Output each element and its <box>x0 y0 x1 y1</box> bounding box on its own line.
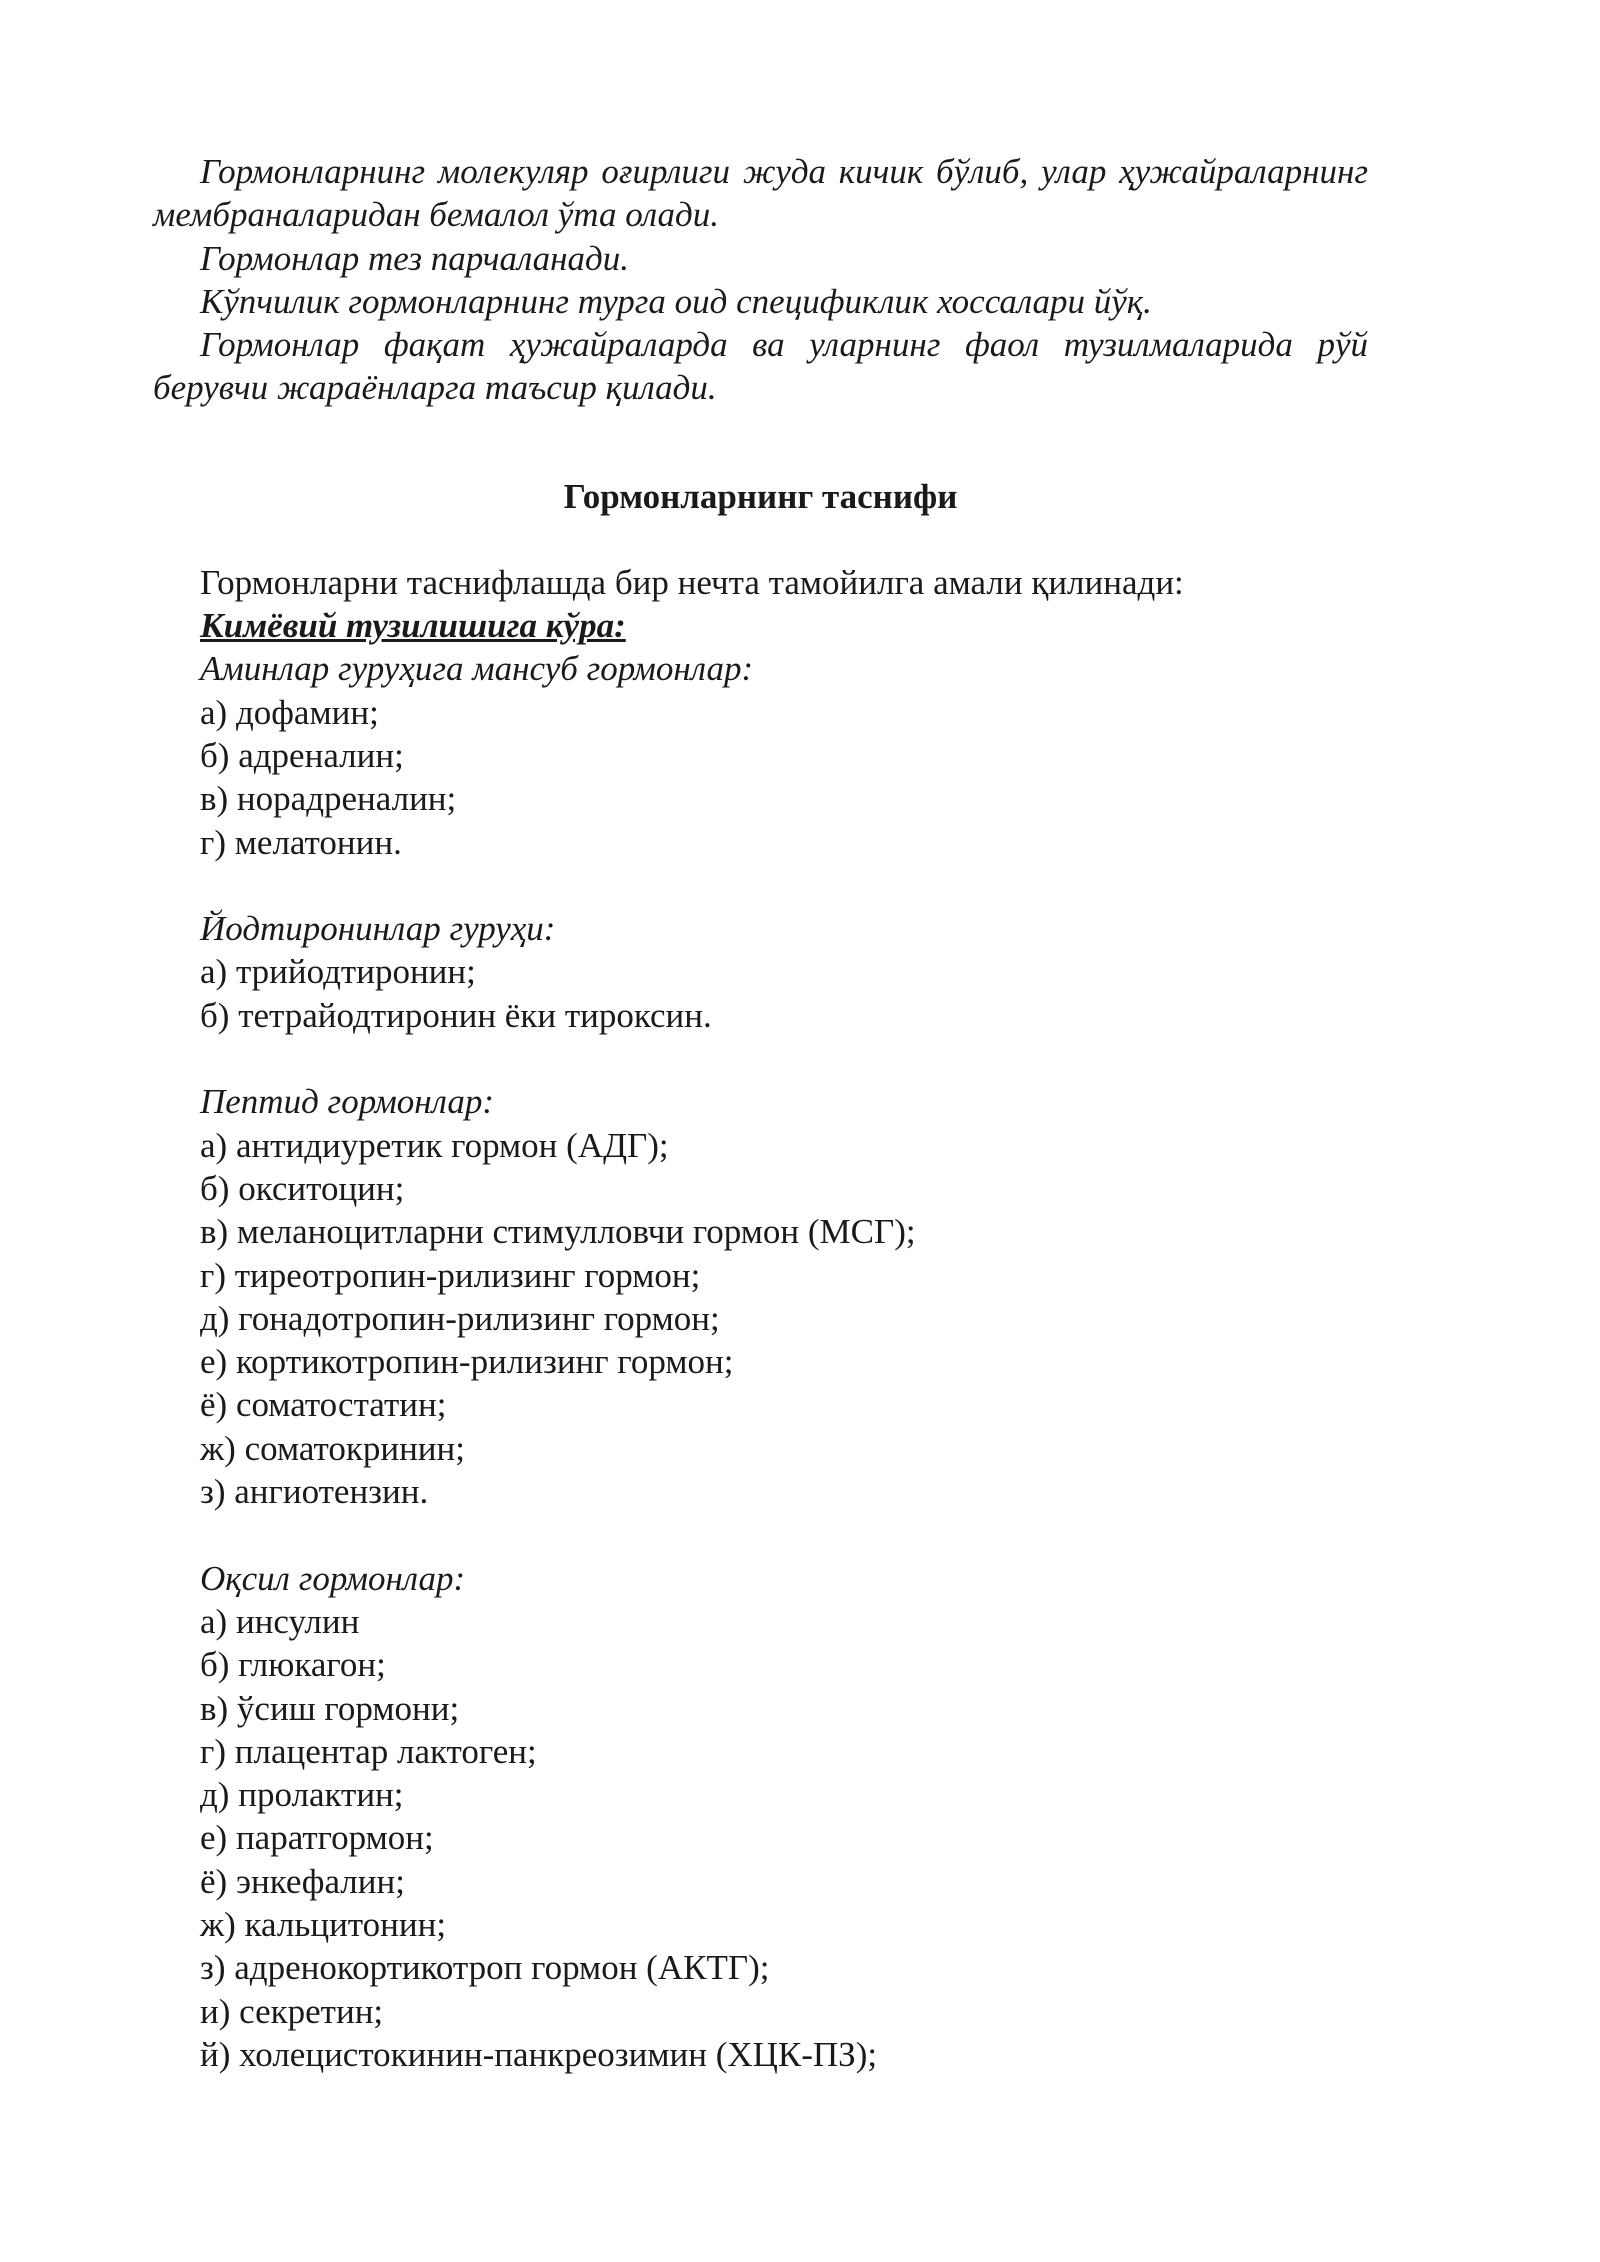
list-item: и) секретин; <box>200 1991 384 2031</box>
list-item: з) ангиотензин. <box>200 1472 429 1512</box>
list-item: ё) энкефалин; <box>200 1861 405 1901</box>
list-item: ж) кальцитонин; <box>200 1904 447 1944</box>
list-item: ё) соматостатин; <box>200 1385 447 1425</box>
list-item: в) меланоцитларни стимулловчи гормон (МСГ); <box>200 1212 916 1252</box>
intro-paragraph-3: Кўпчилик гормонларнинг турга оид спецификлик хоссалари йўқ. <box>200 281 1152 321</box>
list-item: г) мелатонин. <box>200 822 402 862</box>
list-item: г) плацентар лактоген; <box>200 1731 537 1771</box>
group-list <box>153 950 1368 1037</box>
group-title: Аминлар гуруҳига мансуб гормонлар: <box>200 649 754 689</box>
group-title: Йодтиронинлар гуруҳи: <box>200 909 556 949</box>
list-item: а) антидиуретик гормон (АДГ); <box>200 1125 669 1165</box>
group-title: Оқсил гормонлар: <box>200 1558 466 1598</box>
list-item: б) адреналин; <box>200 735 404 775</box>
list-item: ж) соматокринин; <box>200 1428 465 1468</box>
section-title: Гормонларнинг таснифи <box>563 476 958 516</box>
group-peptide-hormones <box>153 1080 1368 1513</box>
intro-paragraph-1: Гормонларнинг молекуляр оғирлиги жуда кичик бўлиб, улар ҳужайраларнинг мембраналаридан бемалол ўта олади. <box>153 152 1368 235</box>
list-item: а) инсулин <box>200 1601 360 1641</box>
group-protein-hormones <box>153 1557 1368 2077</box>
intro-paragraph-2: Гормонлар тез парчаланади. <box>200 238 629 278</box>
group-list <box>153 691 1368 864</box>
group-iodothyronines <box>153 907 1368 1037</box>
list-item: б) глюкагон; <box>200 1645 386 1685</box>
list-item: а) трийодтиронин; <box>200 952 476 992</box>
group-title: Пептид гормонлар: <box>200 1082 494 1122</box>
group-list <box>153 1124 1368 1514</box>
list-item: д) пролактин; <box>200 1775 404 1815</box>
group-list <box>153 1600 1368 2076</box>
list-item: в) ўсиш гормони; <box>200 1688 460 1728</box>
group-amines <box>153 647 1368 863</box>
list-item: з) адренокортикотроп гормон (АКТГ); <box>200 1948 770 1988</box>
list-item: б) тетрайодтиронин ёки тироксин. <box>200 995 712 1035</box>
intro-paragraph-4: Гормонлар фақат ҳужайраларда ва уларнинг фаол тузилмаларида рўй берувчи жараёнларга таъсир қилади. <box>153 325 1368 408</box>
list-item: е) кортикотропин-рилизинг гормон; <box>200 1342 734 1382</box>
list-item: в) норадреналин; <box>200 779 457 819</box>
list-item: б) окситоцин; <box>200 1168 405 1208</box>
list-item: й) холецистокинин-панкреозимин (ХЦК-ПЗ); <box>200 2034 878 2074</box>
list-item: е) паратгормон; <box>200 1818 434 1858</box>
list-item: д) гонадотропин-рилизинг гормон; <box>200 1298 720 1338</box>
section-subheading: Кимёвий тузилишига кўра: <box>200 606 626 646</box>
list-item: г) тиреотропин-рилизинг гормон; <box>200 1255 701 1295</box>
list-item: а) дофамин; <box>200 692 379 732</box>
page-content <box>153 150 1368 2076</box>
section-intro: Гормонларни таснифлашда бир нечта тамойилга амали қилинади: <box>200 562 1184 602</box>
